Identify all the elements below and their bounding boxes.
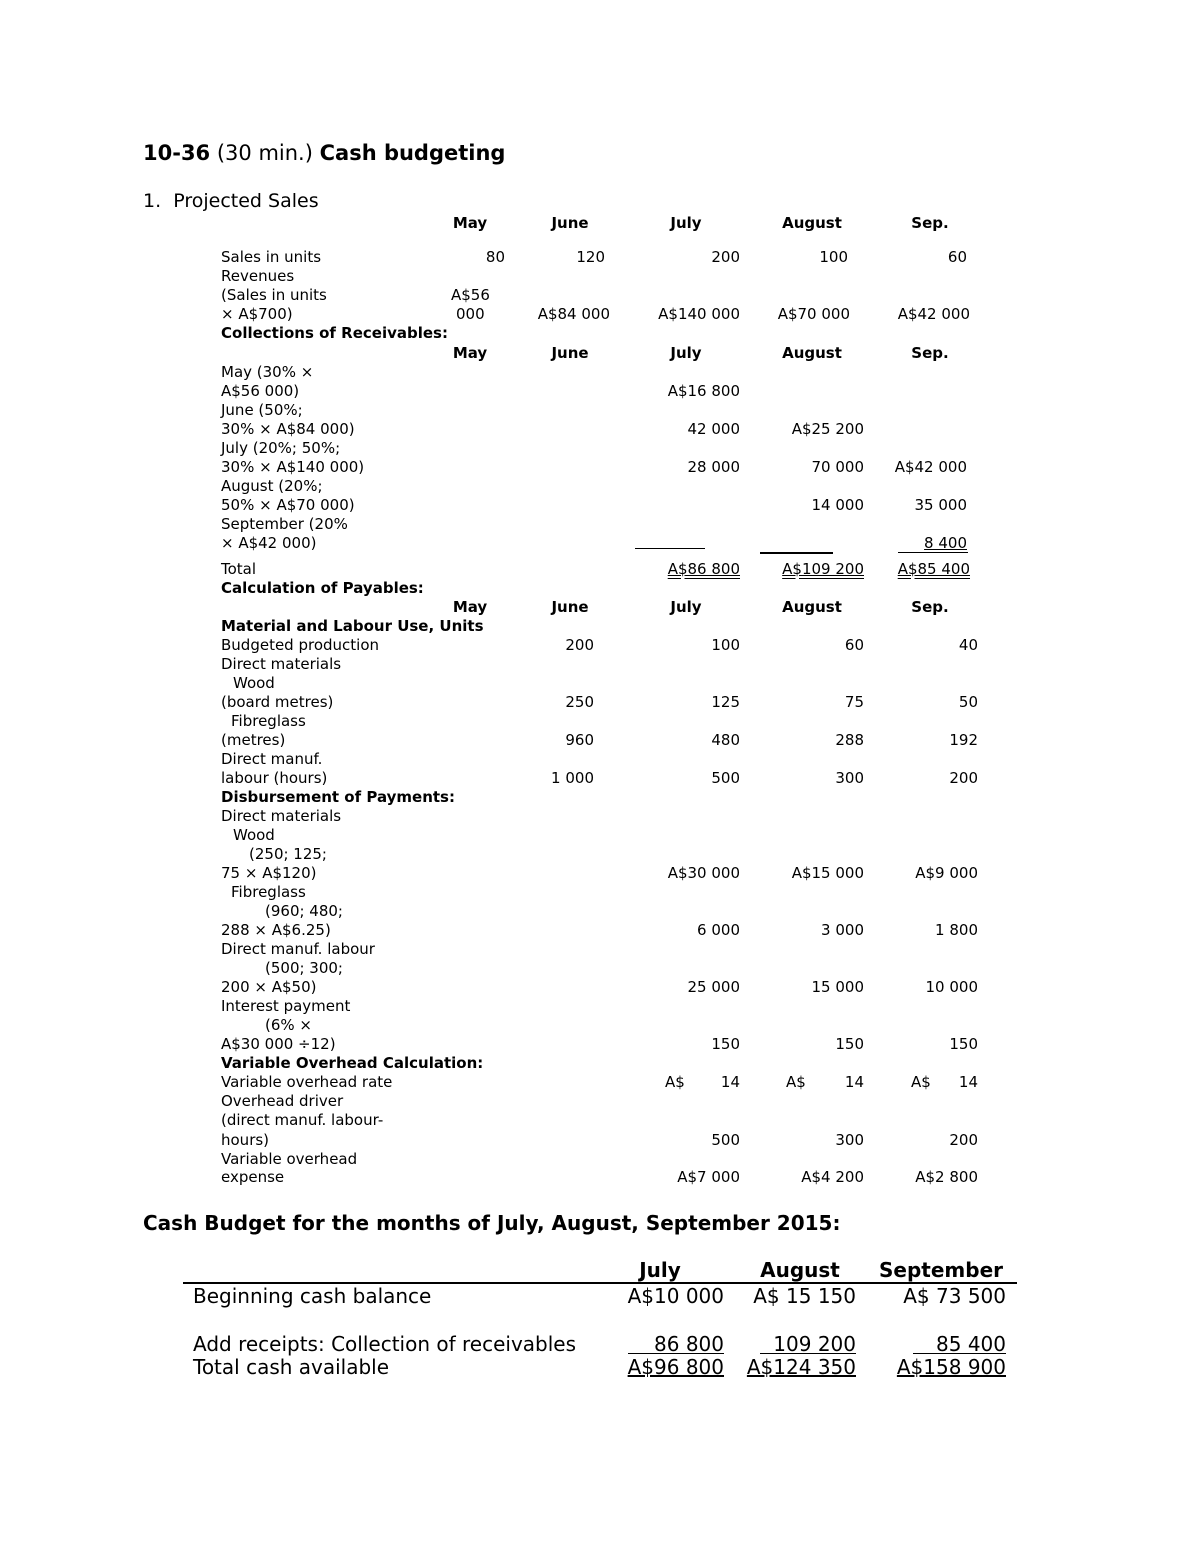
- disb-labour-label: Direct manuf. labour: [221, 940, 375, 958]
- cb-receipts-label: Add receipts: Collection of receivables: [193, 1332, 577, 1356]
- labour-july: 500: [711, 769, 740, 787]
- collections-header: Collections of Receivables:: [221, 324, 448, 342]
- sales-units-july: 200: [711, 248, 740, 266]
- wood-label: Wood: [233, 674, 275, 692]
- disb-fibreglass-calc: 288 × A$6.25): [221, 921, 331, 939]
- revenues-may-2: 000: [456, 305, 485, 323]
- col-header-august-2: August: [782, 344, 842, 362]
- cb-col-september: September: [879, 1258, 1003, 1282]
- exercise-topic: Cash budgeting: [319, 141, 506, 165]
- exercise-time: (30 min.): [216, 141, 313, 165]
- disb-wood-calc: (250; 125;: [249, 845, 327, 863]
- disb-wood-july: A$30 000: [667, 864, 740, 882]
- fibreglass-august: 288: [835, 731, 864, 749]
- revenues-june: A$84 000: [537, 305, 610, 323]
- disbursement-header: Disbursement of Payments:: [221, 788, 455, 806]
- fibreglass-label: Fibreglass: [231, 712, 306, 730]
- cb-beginning-label: Beginning cash balance: [193, 1284, 432, 1308]
- wood-june: 250: [565, 693, 594, 711]
- disb-wood-august: A$15 000: [791, 864, 864, 882]
- collections-total-august: A$109 200: [782, 560, 864, 578]
- collections-total-sep: A$85 400: [897, 560, 970, 578]
- collection-value: A$16 800: [667, 382, 740, 400]
- page-title: [143, 141, 505, 165]
- fibreglass-sep: 192: [949, 731, 978, 749]
- sales-units-august: 100: [819, 248, 848, 266]
- collections-total-july: A$86 800: [667, 560, 740, 578]
- col-header-sep: Sep.: [911, 214, 949, 232]
- budgeted-label: Budgeted production: [221, 636, 380, 654]
- collection-value: 8 400: [924, 534, 967, 552]
- collection-label: A$56 000): [221, 382, 300, 400]
- section-marker: 1.: [143, 190, 162, 212]
- revenues-label-1: Revenues: [221, 267, 295, 285]
- disb-dm-label: Direct materials: [221, 807, 342, 825]
- cash-budget-title: Cash Budget for the months of July, August, September 2015:: [143, 1211, 841, 1235]
- overhead-rate-august: 14: [844, 1073, 864, 1091]
- labour-unit-label: labour (hours): [221, 769, 328, 787]
- exercise-number: 10-36: [143, 141, 211, 165]
- col-header-june: June: [551, 214, 589, 232]
- budgeted-june: 200: [565, 636, 594, 654]
- disb-interest-calc: (6% ×: [265, 1016, 312, 1034]
- cb-total-august: A$124 350: [746, 1355, 856, 1379]
- subtotal-rule-july: [635, 548, 705, 549]
- wood-sep: 50: [958, 693, 978, 711]
- col-header-july-3: July: [670, 598, 702, 616]
- budgeted-august: 60: [844, 636, 864, 654]
- collection-label: September (20%: [221, 515, 348, 533]
- subtotal-rule-august: [760, 552, 833, 554]
- disb-labour-august: 15 000: [811, 978, 864, 996]
- collection-value: 14 000: [811, 496, 864, 514]
- collection-value: A$25 200: [791, 420, 864, 438]
- section-label: Projected Sales: [173, 190, 319, 212]
- fibreglass-june: 960: [565, 731, 594, 749]
- revenues-may-1: A$56: [451, 286, 490, 304]
- budgeted-july: 100: [711, 636, 740, 654]
- overhead-expense-august: A$4 200: [801, 1168, 864, 1186]
- collection-label: August (20%;: [221, 477, 323, 495]
- collection-label: × A$42 000): [221, 534, 317, 552]
- overhead-driver-label: hours): [221, 1131, 270, 1149]
- overhead-rate-sep: 14: [958, 1073, 978, 1091]
- sales-units-may: 80: [485, 248, 505, 266]
- overhead-driver-august: 300: [835, 1131, 864, 1149]
- collection-value: 70 000: [811, 458, 864, 476]
- col-header-sep-2: Sep.: [911, 344, 949, 362]
- revenues-sep: A$42 000: [897, 305, 970, 323]
- wood-unit-label: (board metres): [221, 693, 334, 711]
- overhead-driver-july: 500: [711, 1131, 740, 1149]
- overhead-rate-symbol: A$: [786, 1073, 806, 1091]
- disb-interest-sep: 150: [949, 1035, 978, 1053]
- cb-total-july: A$96 800: [627, 1355, 724, 1379]
- disb-labour-sep: 10 000: [925, 978, 978, 996]
- disb-fibreglass-july: 6 000: [697, 921, 740, 939]
- disb-interest-calc: A$30 000 ÷12): [221, 1035, 336, 1053]
- col-header-may-2: May: [452, 344, 488, 362]
- wood-july: 125: [711, 693, 740, 711]
- overhead-rate-july: 14: [720, 1073, 740, 1091]
- overhead-driver-label: Overhead driver: [221, 1092, 344, 1110]
- col-header-july-2: July: [670, 344, 702, 362]
- collection-label: 50% × A$70 000): [221, 496, 355, 514]
- overhead-expense-label: expense: [221, 1168, 285, 1186]
- revenues-label-3: × A$700): [221, 305, 293, 323]
- labour-june: 1 000: [551, 769, 594, 787]
- col-header-august-3: August: [782, 598, 842, 616]
- labour-august: 300: [835, 769, 864, 787]
- disb-fibreglass-august: 3 000: [821, 921, 864, 939]
- collection-label: July (20%; 50%;: [221, 439, 341, 457]
- overhead-driver-sep: 200: [949, 1131, 978, 1149]
- disb-labour-calc: 200 × A$50): [221, 978, 317, 996]
- collection-value: A$42 000: [894, 458, 967, 476]
- col-header-may: May: [452, 214, 488, 232]
- collections-total-label: Total: [221, 560, 257, 578]
- disb-labour-calc: (500; 300;: [265, 959, 343, 977]
- collection-value: 28 000: [687, 458, 740, 476]
- disb-interest-label: Interest payment: [221, 997, 351, 1015]
- cb-beginning-sep: A$ 73 500: [903, 1284, 1006, 1308]
- col-header-june-2: June: [551, 344, 589, 362]
- col-header-sep-3: Sep.: [911, 598, 949, 616]
- col-header-may-3: May: [452, 598, 488, 616]
- overhead-rate-label: Variable overhead rate: [221, 1073, 393, 1091]
- collection-label: 30% × A$84 000): [221, 420, 355, 438]
- use-header: Material and Labour Use, Units: [221, 617, 484, 635]
- cb-receipts-sep: 85 400: [936, 1332, 1006, 1356]
- sales-units-sep: 60: [947, 248, 967, 266]
- labour-label: Direct manuf.: [221, 750, 323, 768]
- overhead-rate-symbol: A$: [665, 1073, 685, 1091]
- collection-label: May (30% ×: [221, 363, 314, 381]
- cb-receipts-july: 86 800: [654, 1332, 724, 1356]
- dm-label: Direct materials: [221, 655, 342, 673]
- collection-value: 42 000: [687, 420, 740, 438]
- col-header-august: August: [782, 214, 842, 232]
- cb-beginning-july: A$10 000: [627, 1284, 724, 1308]
- disb-wood-sep: A$9 000: [915, 864, 978, 882]
- collection-label: June (50%;: [221, 401, 303, 419]
- collection-label: 30% × A$140 000): [221, 458, 365, 476]
- subtotal-rule-sep: [898, 552, 968, 553]
- sales-units-label: Sales in units: [221, 248, 322, 266]
- overhead-expense-label: Variable overhead: [221, 1150, 358, 1168]
- overhead-header: Variable Overhead Calculation:: [221, 1054, 484, 1072]
- fibreglass-july: 480: [711, 731, 740, 749]
- cb-beginning-august: A$ 15 150: [753, 1284, 856, 1308]
- disb-fibreglass-calc: (960; 480;: [265, 902, 343, 920]
- budgeted-sep: 40: [958, 636, 978, 654]
- overhead-expense-july: A$7 000: [677, 1168, 740, 1186]
- cb-col-august: August: [760, 1258, 840, 1282]
- revenues-august: A$70 000: [777, 305, 850, 323]
- wood-august: 75: [844, 693, 864, 711]
- overhead-expense-sep: A$2 800: [915, 1168, 978, 1186]
- sales-units-june: 120: [576, 248, 605, 266]
- cb-receipts-august: 109 200: [773, 1332, 856, 1356]
- overhead-rate-symbol: A$: [911, 1073, 931, 1091]
- cb-total-label: Total cash available: [193, 1355, 390, 1379]
- overhead-driver-label: (direct manuf. labour-: [221, 1111, 384, 1129]
- revenues-july: A$140 000: [658, 305, 740, 323]
- section-heading: [143, 190, 319, 212]
- revenues-label-2: (Sales in units: [221, 286, 327, 304]
- fibreglass-unit-label: (metres): [221, 731, 286, 749]
- disb-interest-august: 150: [835, 1035, 864, 1053]
- labour-sep: 200: [949, 769, 978, 787]
- disb-labour-july: 25 000: [687, 978, 740, 996]
- disb-wood-label: Wood: [233, 826, 275, 844]
- disb-fibreglass-label: Fibreglass: [231, 883, 306, 901]
- col-header-july: July: [670, 214, 702, 232]
- collection-value: 35 000: [914, 496, 967, 514]
- col-header-june-3: June: [551, 598, 589, 616]
- cb-col-july: July: [639, 1258, 681, 1282]
- payables-header: Calculation of Payables:: [221, 579, 424, 597]
- disb-interest-july: 150: [711, 1035, 740, 1053]
- cb-total-sep: A$158 900: [896, 1355, 1006, 1379]
- disb-fibreglass-sep: 1 800: [935, 921, 978, 939]
- disb-wood-calc: 75 × A$120): [221, 864, 317, 882]
